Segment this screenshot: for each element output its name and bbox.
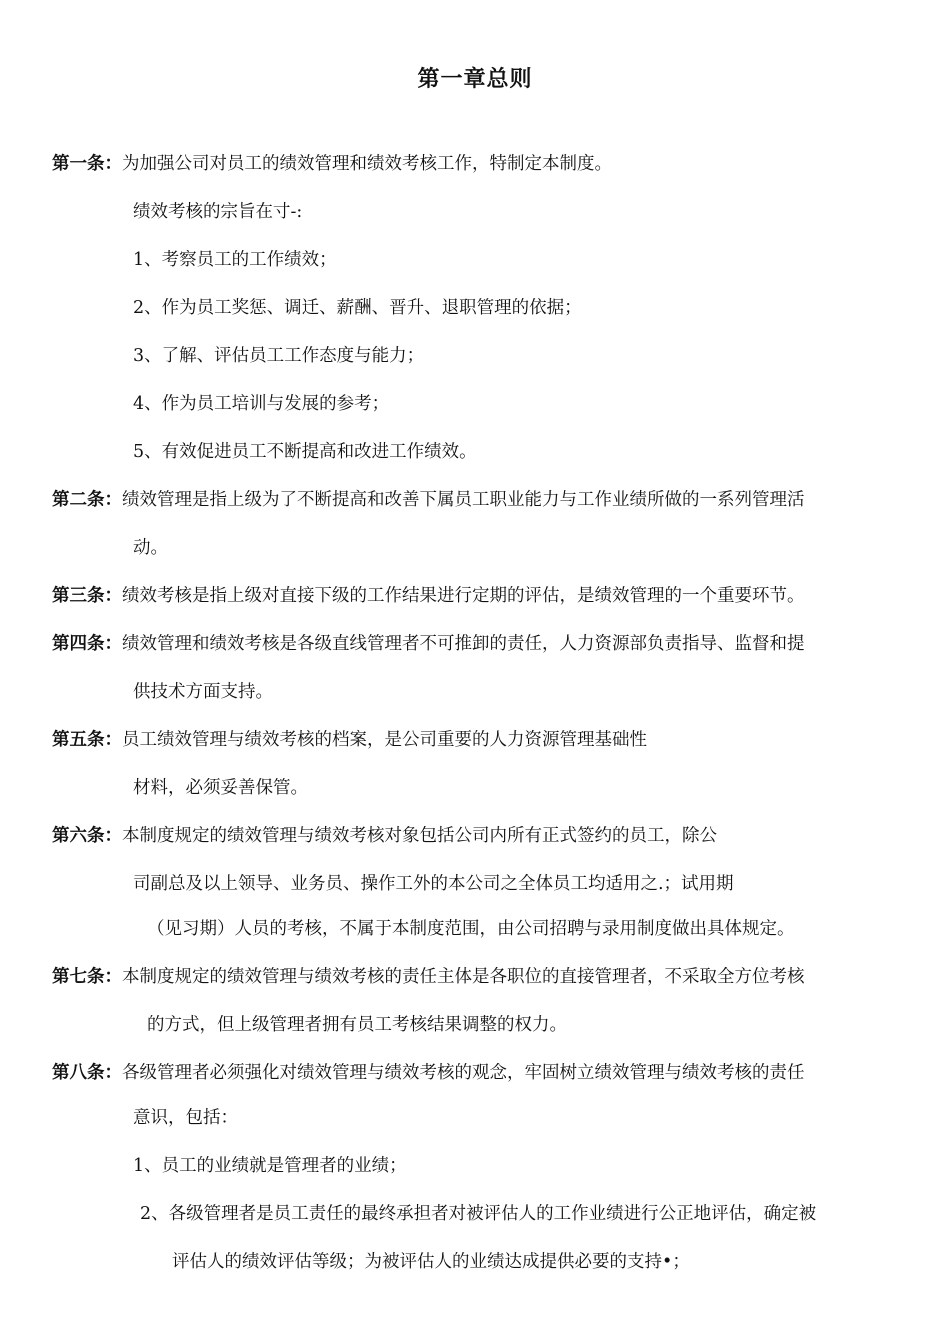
list-item: 1、考察员工的工作绩效； — [133, 250, 337, 270]
list-item: 1、员工的业绩就是管理者的业绩； — [133, 1156, 407, 1176]
article-text: 绩效管理和绩效考核是各级直线管理者不可推卸的责任，人力资源部负责指导、监督和提 — [122, 634, 805, 654]
article-line: 材料，必须妥善保管。 — [133, 778, 308, 798]
article-8-heading — [52, 1061, 805, 1085]
article-label: 第一条： — [52, 154, 122, 174]
article-5-heading — [52, 728, 647, 752]
article-label: 第八条： — [52, 1063, 122, 1083]
article-line: 司副总及以上领导、业务员、操作工外的本公司之全体员工均适用之.；试用期 — [133, 874, 734, 894]
list-item: 3、了解、评估员工工作态度与能力； — [133, 346, 425, 366]
article-line: 动。 — [133, 538, 168, 558]
article-line: （见习期）人员的考核，不属于本制度范围，由公司招聘与录用制度做出具体规定。 — [147, 919, 795, 939]
list-item: 4、作为员工培训与发展的参考； — [133, 394, 390, 414]
article-label: 第二条： — [52, 490, 122, 510]
article-text: 本制度规定的绩效管理与绩效考核的责任主体是各职位的直接管理者，不采取全方位考核 — [122, 967, 805, 987]
article-label: 第六条： — [52, 826, 122, 846]
article-text: 员工绩效管理与绩效考核的档案，是公司重要的人力资源管理基础性 — [122, 730, 647, 750]
article-3-heading — [52, 584, 805, 608]
article-line: 评估人的绩效评估等级；为被评估人的业绩达成提供必要的支持•； — [172, 1252, 690, 1272]
article-6-heading — [52, 824, 717, 848]
article-label: 第七条： — [52, 967, 122, 987]
article-4-heading — [52, 632, 805, 656]
list-item: 2、作为员工奖惩、调迁、薪酬、晋升、退职管理的依据； — [133, 298, 582, 318]
article-label: 第三条： — [52, 586, 122, 606]
article-2-heading — [52, 488, 805, 512]
article-line: 供技术方面支持。 — [133, 682, 273, 702]
article-line: 意识，包括： — [133, 1108, 238, 1128]
article-line: 绩效考核的宗旨在寸-: — [133, 202, 303, 222]
article-label: 第五条： — [52, 730, 122, 750]
article-text: 为加强公司对员工的绩效管理和绩效考核工作，特制定本制度。 — [122, 154, 612, 174]
article-text: 各级管理者必须强化对绩效管理与绩效考核的观念，牢固树立绩效管理与绩效考核的责任 — [122, 1063, 805, 1083]
article-label: 第四条： — [52, 634, 122, 654]
article-text: 绩效管理是指上级为了不断提高和改善下属员工职业能力与工作业绩所做的一系列管理活 — [122, 490, 805, 510]
article-text: 绩效考核是指上级对直接下级的工作结果进行定期的评估，是绩效管理的一个重要环节。 — [122, 586, 805, 606]
chapter-title: 第一章总则 — [417, 67, 533, 92]
list-item: 2、各级管理者是员工责任的最终承担者对被评估人的工作业绩进行公正地评估，确定被 — [140, 1204, 817, 1224]
list-item: 5、有效促进员工不断提高和改进工作绩效。 — [133, 442, 477, 462]
article-text: 本制度规定的绩效管理与绩效考核对象包括公司内所有正式签约的员工，除公 — [122, 826, 717, 846]
article-7-heading — [52, 965, 805, 989]
article-line: 的方式，但上级管理者拥有员工考核结果调整的权力。 — [147, 1015, 567, 1035]
article-1-heading — [52, 152, 612, 176]
